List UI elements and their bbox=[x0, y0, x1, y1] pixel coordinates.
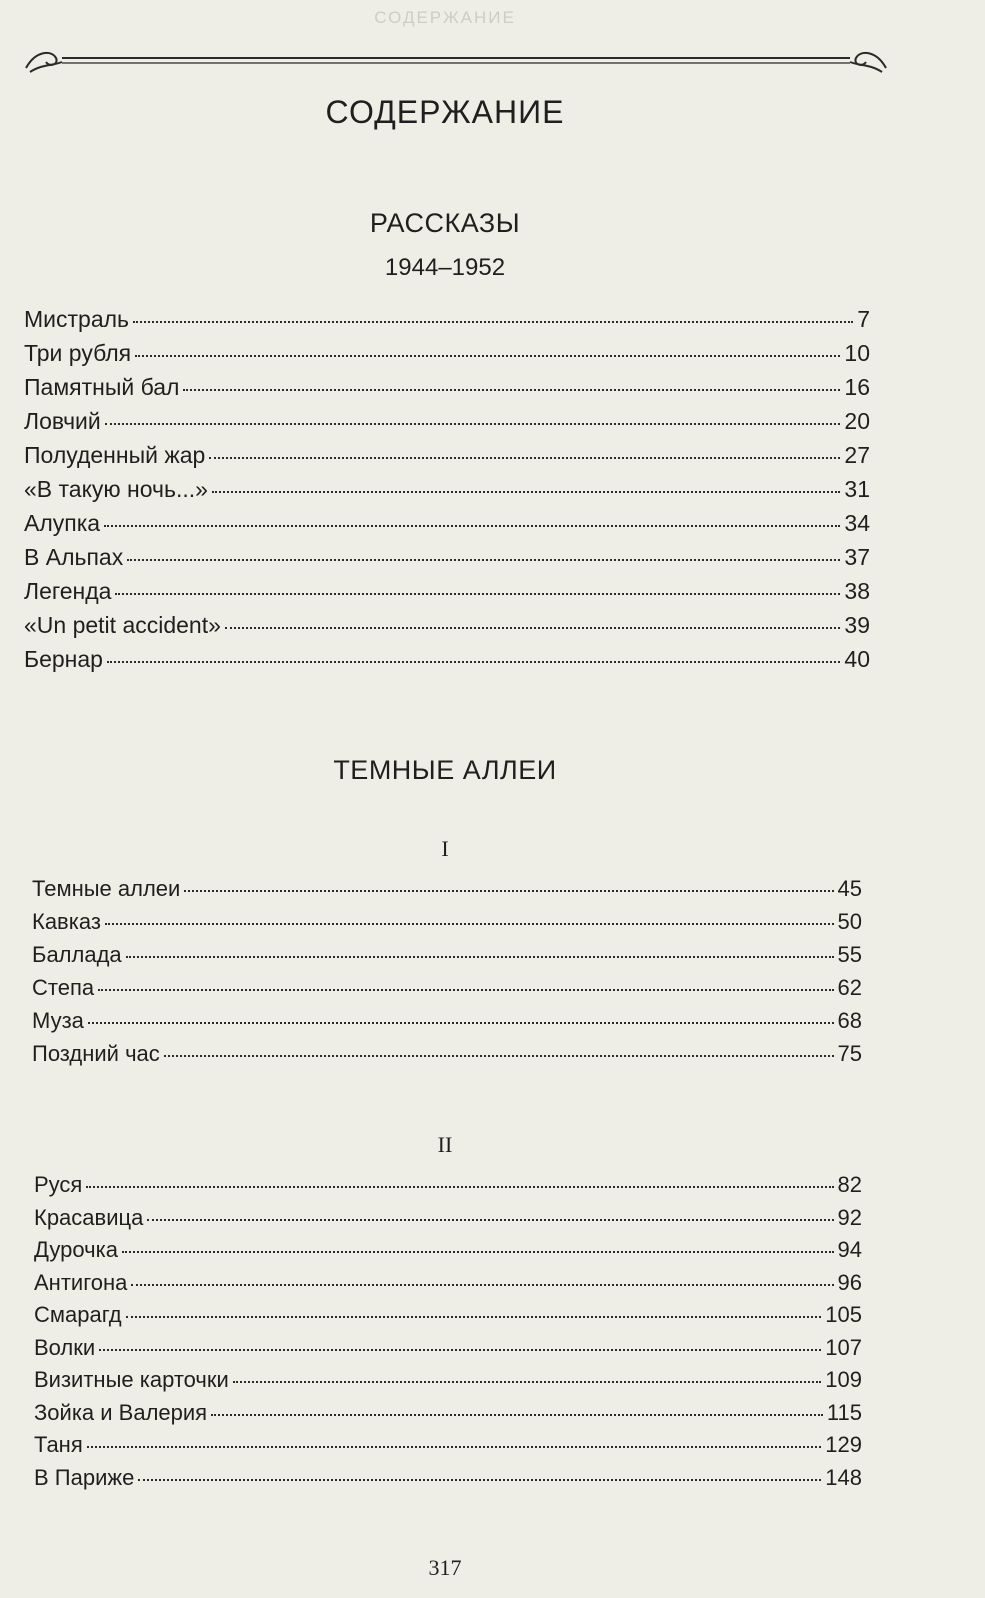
toc-entry-title: Визитные карточки bbox=[34, 1367, 229, 1392]
toc-entry-page: 31 bbox=[844, 476, 870, 502]
toc-entry-title: Легенда bbox=[24, 578, 112, 604]
toc-entry-title: Поздний час bbox=[32, 1041, 160, 1066]
toc-entry-title: «В такую ночь...» bbox=[24, 476, 208, 502]
toc-entry bbox=[32, 876, 862, 909]
toc-entry bbox=[24, 510, 870, 544]
toc-entry bbox=[34, 1465, 862, 1498]
toc-entry-page: 20 bbox=[844, 408, 870, 434]
toc-entry-page: 68 bbox=[837, 1008, 862, 1033]
toc-entry-title: Муза bbox=[32, 1008, 84, 1033]
header-ornament bbox=[22, 44, 890, 78]
part-label-1: I bbox=[441, 836, 449, 861]
section-title-stories: РАССКАЗЫ bbox=[369, 208, 521, 238]
dot-leader bbox=[225, 627, 841, 629]
toc-entry-page: 55 bbox=[837, 942, 862, 967]
toc-entry-page: 107 bbox=[825, 1334, 862, 1360]
toc-entry bbox=[24, 408, 870, 442]
dot-leader bbox=[88, 1022, 834, 1024]
toc-entry-page: 45 bbox=[837, 876, 862, 901]
page-number: 317 bbox=[428, 1555, 462, 1580]
toc-entry-page: 34 bbox=[844, 510, 870, 536]
toc-entry bbox=[34, 1270, 862, 1303]
toc-entry bbox=[34, 1432, 862, 1465]
toc-entry-page: 109 bbox=[825, 1367, 862, 1392]
toc-entry bbox=[32, 1041, 862, 1074]
toc-entry bbox=[24, 340, 870, 374]
toc-entry-title: Дурочка bbox=[34, 1237, 118, 1262]
toc-entry-page: 105 bbox=[825, 1302, 862, 1327]
toc-entry-title: Таня bbox=[34, 1432, 83, 1457]
toc-entry-page: 7 bbox=[857, 306, 870, 332]
toc-entry-page: 38 bbox=[844, 578, 870, 604]
section-title-dark-alleys: ТЕМНЫЕ АЛЛЕИ bbox=[333, 755, 557, 785]
dot-leader bbox=[87, 1446, 822, 1448]
toc-entry-title: Алупка bbox=[24, 510, 101, 536]
toc-entry-title: Волки bbox=[34, 1334, 96, 1360]
dot-leader bbox=[115, 593, 840, 595]
toc-entry bbox=[24, 578, 870, 612]
toc-entry bbox=[24, 612, 870, 646]
toc-entry bbox=[32, 942, 862, 975]
dot-leader bbox=[184, 890, 833, 892]
toc-entry bbox=[24, 476, 870, 510]
toc-entry-page: 10 bbox=[844, 340, 870, 366]
dot-leader bbox=[233, 1381, 822, 1383]
dot-leader bbox=[212, 491, 840, 493]
toc-entry-page: 40 bbox=[844, 646, 870, 672]
toc-entry-page: 62 bbox=[837, 975, 862, 1000]
toc-entry bbox=[34, 1205, 862, 1238]
dot-leader bbox=[164, 1055, 834, 1057]
toc-entry-title: Зойка и Валерия bbox=[34, 1399, 208, 1425]
toc-entry bbox=[32, 1008, 862, 1041]
toc-entry bbox=[32, 909, 862, 942]
toc-entry-page: 96 bbox=[837, 1269, 862, 1295]
dot-leader bbox=[135, 355, 840, 357]
toc-entry bbox=[24, 544, 870, 578]
dot-leader bbox=[183, 389, 840, 391]
toc-entry bbox=[24, 646, 870, 680]
toc-entry-page: 148 bbox=[825, 1464, 862, 1490]
dot-leader bbox=[127, 559, 840, 561]
dot-leader bbox=[126, 956, 834, 958]
toc-entry-page: 27 bbox=[844, 442, 870, 468]
toc-entry bbox=[34, 1237, 862, 1270]
dot-leader bbox=[104, 525, 840, 527]
dot-leader bbox=[131, 1284, 833, 1286]
dot-leader bbox=[126, 1316, 822, 1318]
toc-entry-title: Бернар bbox=[24, 646, 103, 672]
toc-entry bbox=[34, 1172, 862, 1205]
toc-entry bbox=[32, 975, 862, 1008]
toc-entry-title: Полуденный жар bbox=[24, 442, 206, 468]
toc-entry-title: Ловчий bbox=[24, 408, 101, 434]
dot-leader bbox=[133, 321, 853, 323]
toc-entry-title: Красавица bbox=[34, 1204, 144, 1230]
toc-entry-title: Мистраль bbox=[24, 306, 130, 332]
toc-entry-page: 94 bbox=[837, 1237, 862, 1262]
toc-entry-title: В Альпах bbox=[24, 544, 124, 570]
dot-leader bbox=[86, 1186, 833, 1188]
dot-leader bbox=[105, 423, 841, 425]
section-years: 1944–1952 bbox=[384, 254, 506, 281]
dot-leader bbox=[107, 661, 840, 663]
toc-entry-title: Смарагд bbox=[34, 1302, 122, 1327]
part-label-2: II bbox=[437, 1132, 453, 1157]
dot-leader bbox=[98, 989, 833, 991]
toc-entry-page: 37 bbox=[844, 544, 870, 570]
dot-leader bbox=[122, 1251, 834, 1253]
toc-entry-page: 50 bbox=[837, 909, 862, 934]
dot-leader bbox=[105, 923, 834, 925]
toc-entry bbox=[34, 1400, 862, 1433]
dot-leader bbox=[147, 1219, 833, 1221]
dot-leader bbox=[99, 1349, 821, 1351]
toc-entry bbox=[34, 1302, 862, 1335]
running-head: СОДЕРЖАНИЕ bbox=[374, 8, 516, 27]
toc-list-part-1 bbox=[32, 876, 862, 1074]
toc-entry-title: Три рубля bbox=[24, 340, 132, 366]
dot-leader bbox=[138, 1479, 821, 1481]
dot-leader bbox=[211, 1414, 823, 1416]
toc-entry-title: Баллада bbox=[32, 942, 122, 967]
toc-entry bbox=[24, 306, 870, 340]
toc-list-part-2 bbox=[34, 1172, 862, 1497]
toc-entry bbox=[34, 1367, 862, 1400]
toc-entry-page: 115 bbox=[826, 1399, 862, 1425]
toc-entry-title: Кавказ bbox=[32, 909, 101, 934]
page-title: СОДЕРЖАНИЕ bbox=[325, 94, 565, 130]
toc-entry-title: Темные аллеи bbox=[32, 876, 181, 901]
toc-list-stories bbox=[24, 306, 870, 680]
toc-entry-page: 129 bbox=[825, 1432, 862, 1457]
toc-entry-title: В Париже bbox=[34, 1464, 135, 1490]
toc-entry-page: 16 bbox=[844, 374, 870, 400]
toc-entry-title: Руся bbox=[34, 1172, 83, 1197]
toc-entry-page: 92 bbox=[837, 1204, 862, 1230]
dot-leader bbox=[209, 457, 840, 459]
toc-entry-page: 39 bbox=[844, 612, 870, 638]
toc-entry-title: Антигона bbox=[34, 1269, 128, 1295]
toc-entry-title: Степа bbox=[32, 975, 95, 1000]
toc-entry bbox=[24, 442, 870, 476]
toc-entry bbox=[24, 374, 870, 408]
toc-entry-page: 75 bbox=[837, 1041, 862, 1066]
toc-entry bbox=[34, 1335, 862, 1368]
toc-entry-title: «Un petit accident» bbox=[24, 612, 221, 638]
toc-entry-title: Памятный бал bbox=[24, 374, 180, 400]
toc-entry-page: 82 bbox=[837, 1172, 862, 1197]
